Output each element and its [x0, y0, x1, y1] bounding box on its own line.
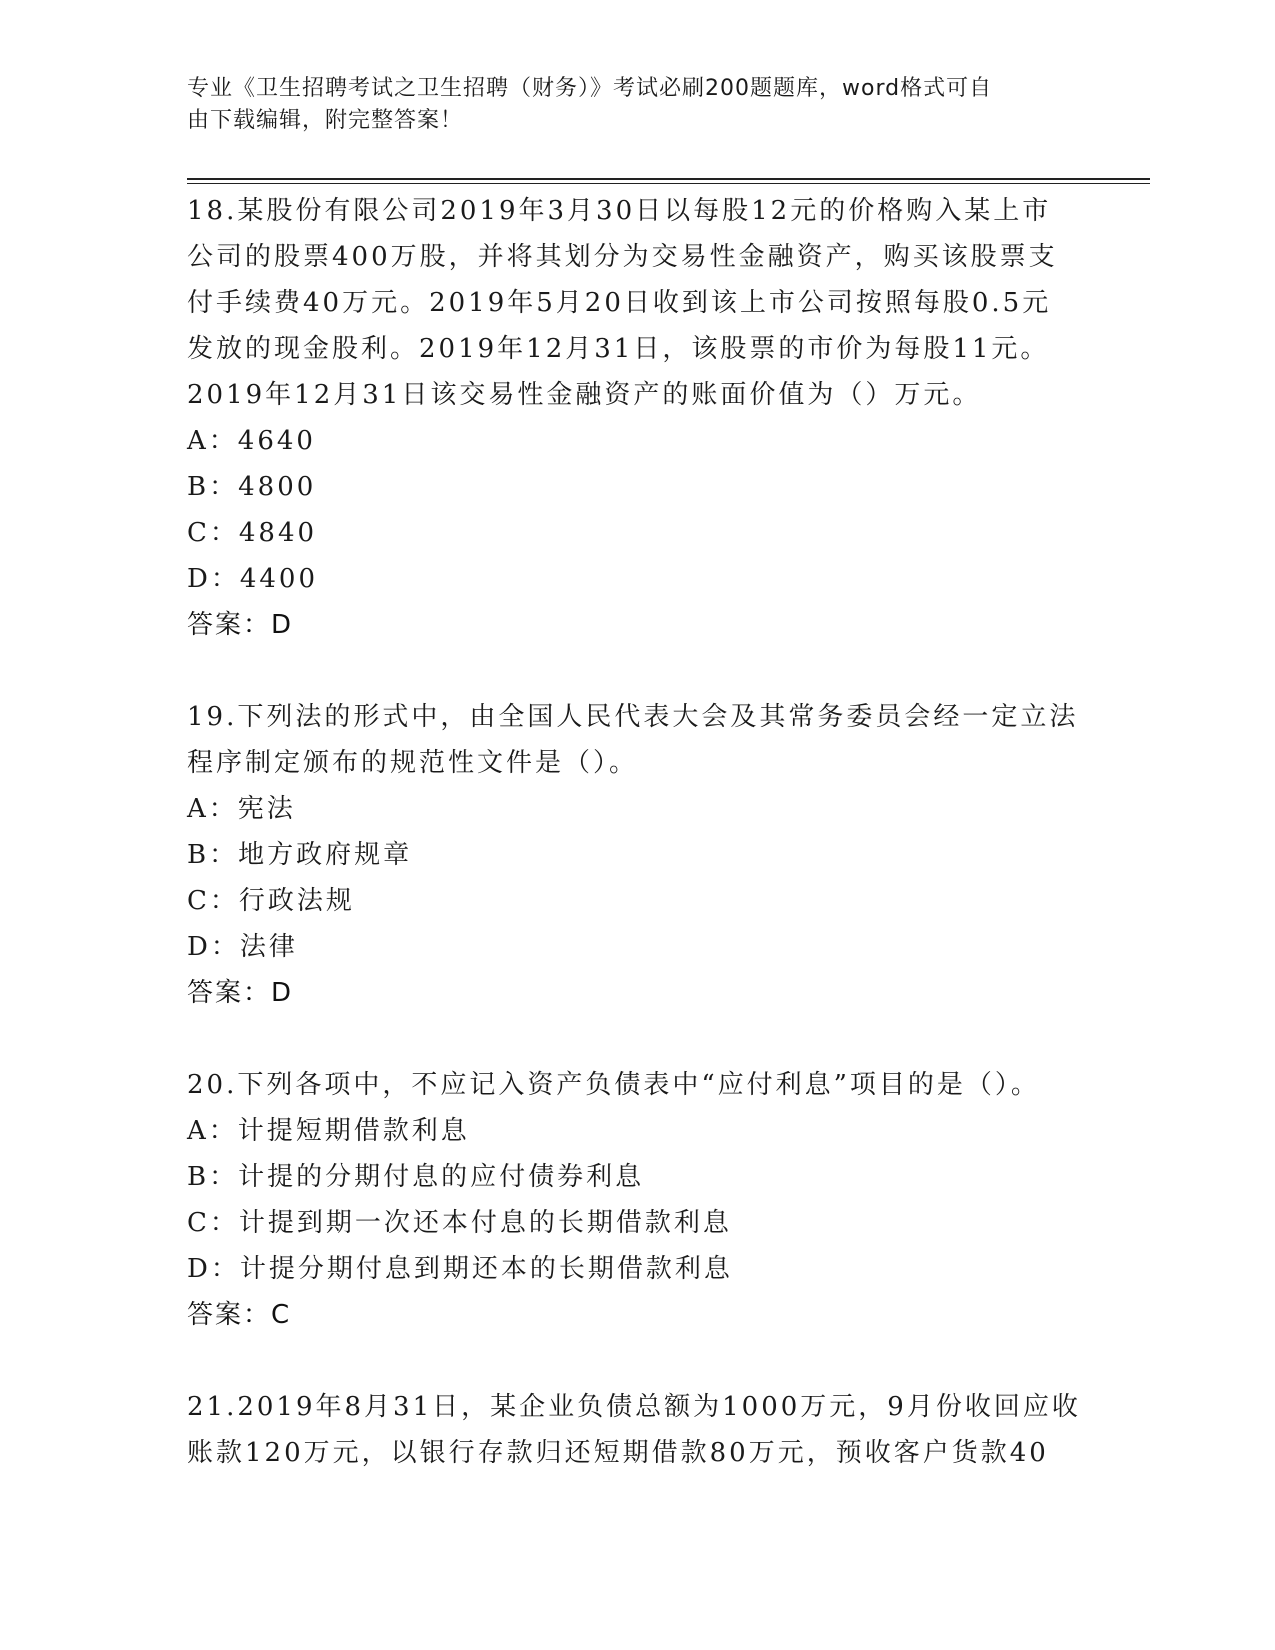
- question-stem-line: 公司的股票400万股，并将其划分为交易性金融资产，购买该股票支: [187, 242, 1058, 272]
- header-divider-thin: [187, 183, 1150, 184]
- document-header: [187, 73, 1067, 137]
- question-stem-line: 付手续费40万元。2019年5月20日收到该上市公司按照每股0.5元: [187, 288, 1052, 318]
- header-divider-thick: [187, 178, 1150, 180]
- question-20: [187, 1062, 1087, 1338]
- header-line-2: 由下载编辑，附完整答案！: [187, 108, 464, 133]
- question-19: [187, 694, 1087, 1016]
- question-stem-line: 2019年12月31日该交易性金融资产的账面价值为（）万元。: [187, 380, 982, 410]
- question-stem-line: 发放的现金股利。2019年12月31日，该股票的市价为每股11元。: [187, 334, 1050, 364]
- option-a: A：计提短期借款利息: [187, 1116, 470, 1146]
- question-spacer: [187, 1016, 1087, 1062]
- option-c: C：4840: [187, 518, 318, 548]
- question-list: [187, 188, 1087, 1476]
- option-a: A：宪法: [187, 794, 296, 824]
- answer-line: 答案：D: [187, 978, 294, 1008]
- option-d: D：计提分期付息到期还本的长期借款利息: [187, 1254, 733, 1284]
- question-stem-line: 20.下列各项中，不应记入资产负债表中“应付利息”项目的是（）。: [187, 1070, 1040, 1100]
- question-spacer: [187, 648, 1087, 694]
- header-line-1: 专业《卫生招聘考试之卫生招聘（财务）》考试必刷200题题库，word格式可自: [187, 76, 993, 101]
- answer-line: 答案：C: [187, 1300, 292, 1330]
- option-c: C：行政法规: [187, 886, 355, 916]
- option-b: B：4800: [187, 472, 317, 502]
- option-a: A：4640: [187, 426, 316, 456]
- question-stem-line: 21.2019年8月31日，某企业负债总额为1000万元，9月份收回应收: [187, 1392, 1081, 1422]
- option-d: D：4400: [187, 564, 319, 594]
- option-b: B：地方政府规章: [187, 840, 413, 870]
- option-b: B：计提的分期付息的应付债券利息: [187, 1162, 645, 1192]
- question-stem-line: 19.下列法的形式中，由全国人民代表大会及其常务委员会经一定立法: [187, 702, 1079, 732]
- question-stem-line: 18.某股份有限公司2019年3月30日以每股12元的价格购入某上市: [187, 196, 1052, 226]
- question-stem-line: 程序制定颁布的规范性文件是（）。: [187, 748, 639, 778]
- question-stem-line: 账款120万元，以银行存款归还短期借款80万元，预收客户货款40: [187, 1438, 1049, 1468]
- question-21: [187, 1384, 1087, 1476]
- question-18: [187, 188, 1087, 648]
- option-c: C：计提到期一次还本付息的长期借款利息: [187, 1208, 732, 1238]
- answer-line: 答案：D: [187, 610, 294, 640]
- question-spacer: [187, 1338, 1087, 1384]
- option-d: D：法律: [187, 932, 298, 962]
